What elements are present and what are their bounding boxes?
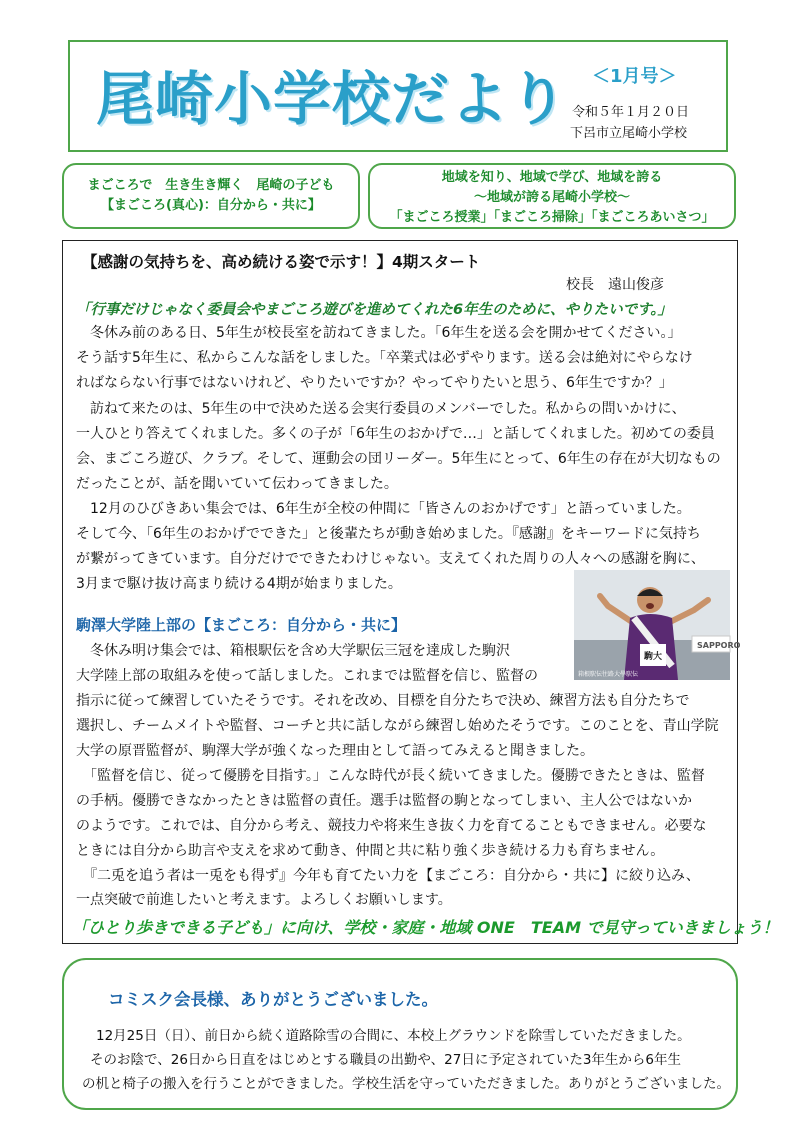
body-line: 大学の原晋監督が、駒澤大学が強くなった理由として語ってみえると聞きました。 (76, 743, 594, 759)
body-line: 冬休み明け集会では、箱根駅伝を含め大学駅伝三冠を達成した駒沢 (76, 643, 510, 659)
body-line: のようです。これでは、自分から考え、競技力や将来生き抜く力を育てることもできません。必要な (76, 818, 707, 834)
body-line: 「監督を信じ、従って優勝を目指す。」こんな時代が長く続いてきました。優勝できたときは、監督 (76, 768, 705, 784)
body-line: 指示に従って練習していたそうです。それを改め、目標を自分たちで決め、練習方法も自分たちで (76, 693, 690, 709)
article-author: 校長 遠山俊彦 (566, 277, 664, 293)
bib-text: 駒大 (644, 652, 663, 662)
motto-line: ～地域が誇る尾崎小学校～ (473, 190, 630, 205)
photo-banner: 箱根駅伝往路大學駅伝 (578, 671, 639, 678)
body-line: ときには自分から助言や支えを求めて動き、仲間と共に粘り強く歩き続ける力も育ちません。 (76, 843, 665, 859)
runner-photo (574, 570, 741, 680)
body-line: そして今、「6年生のおかげでできた」と後輩たちが動き始めました。『感謝』をキーワードに気持ち (76, 526, 701, 542)
body-line: そう話す5年生に、私からこんな話をしました。「卒業式は必ずやります。送る会は絶対にやらなけ (76, 350, 693, 366)
section-heading: 駒澤大学陸上部の【まごころ：自分から・共に】 (76, 616, 407, 634)
closing-slogan: 「ひとり歩きできる子ども」に向け、学校・家庭・地域 ONE TEAM で見守っていきましょう！ (72, 918, 779, 937)
body-line: の手柄。優勝できなかったときは監督の責任。選手は監督の駒となってしまい、主人公ではないか (76, 793, 692, 809)
school-motto-box (62, 163, 360, 229)
article-title: 【感謝の気持ちを、高め続ける姿で示す！】4期スタート (82, 253, 481, 271)
thanks-title: コミスク会長様、ありがとうございました。 (108, 990, 438, 1009)
thanks-line: そのお陰で、26日から日直をはじめとする職員の出勤や、27日に予定されていた3年生から6年生 (90, 1052, 681, 1068)
lead-quote: 「行事だけじゃなく委員会やまごころ遊びを進めてくれた6年生のために、やりたいです。」 (76, 302, 673, 318)
motto-line: 【まごころ(真心)：自分から・共に】 (101, 198, 321, 213)
issue-date: 令和５年１月２０日 (572, 105, 690, 120)
newsletter-title: 尾崎小学校だより (96, 65, 569, 133)
body-line: だったことが、話を聞いていて伝わってきました。 (76, 476, 398, 492)
body-line: 一人ひとり答えてくれました。多くの子が「6年生のおかげで…」と話してくれました。初めての委員 (76, 426, 715, 442)
sponsor-sign: SAPPORO (697, 641, 741, 650)
body-line: 12月のひびきあい集会では、6年生が全校の仲間に「皆さんのおかげです」と語っていました。 (76, 501, 691, 517)
body-line: ればならない行事ではないけれど、やりたいですか？やってやりたいと思う、6年生ですか？」 (76, 375, 673, 391)
community-motto-box (368, 163, 736, 229)
runner-illustration (574, 570, 741, 680)
motto-line: 「まごころ授業」「まごころ掃除」「まごころあいさつ」 (389, 210, 715, 225)
school-name: 下呂市立尾崎小学校 (570, 126, 688, 141)
body-line: 一点突破で前進したいと考えます。よろしくお願いします。 (76, 892, 452, 908)
body-line: 大学陸上部の取組みを使って話しました。これまでは監督を信じ、監督の (76, 668, 538, 684)
body-line: が繋がってきています。自分だけでできたわけじゃない。支えてくれた周りの人々への感謝を胸に、 (76, 551, 705, 567)
motto-line: 地域を知り、地域で学び、地域を誇る (441, 170, 663, 185)
body-line: 会、まごころ遊び、クラブ。そして、運動会の団リーダー。5年生にとって、6年生の存在が大切なもの (76, 451, 721, 467)
thanks-line: 12月25日（日）、前日から続く道路除雪の合間に、本校上グラウンドを除雪していただきました。 (96, 1028, 691, 1044)
thanks-line: の机と椅子の搬入を行うことができました。学校生活を守っていただきました。ありがとうございました。 (82, 1076, 730, 1092)
body-line: 選択し、チームメイトや監督、コーチと共に話しながら練習し始めたそうです。このことを、青山学院 (76, 718, 719, 734)
body-line: 冬休み前のある日、5年生が校長室を訪ねてきました。「6年生を送る会を開かせてください。」 (76, 325, 682, 341)
issue-label: ＜1月号＞ (592, 66, 677, 87)
body-line: 3月まで駆け抜け高まり続ける4期が始まりました。 (76, 576, 402, 592)
motto-line: まごころで 生き生き輝く 尾崎の子ども (87, 178, 335, 193)
body-line: 『二兎を追う者は一兎をも得ず』今年も育てたい力を【まごころ：自分から・共に】に絞り込み、 (76, 868, 700, 884)
body-line: 訪ねて来たのは、5年生の中で決めた送る会実行委員のメンバーでした。私からの問いかけに、 (76, 401, 686, 417)
